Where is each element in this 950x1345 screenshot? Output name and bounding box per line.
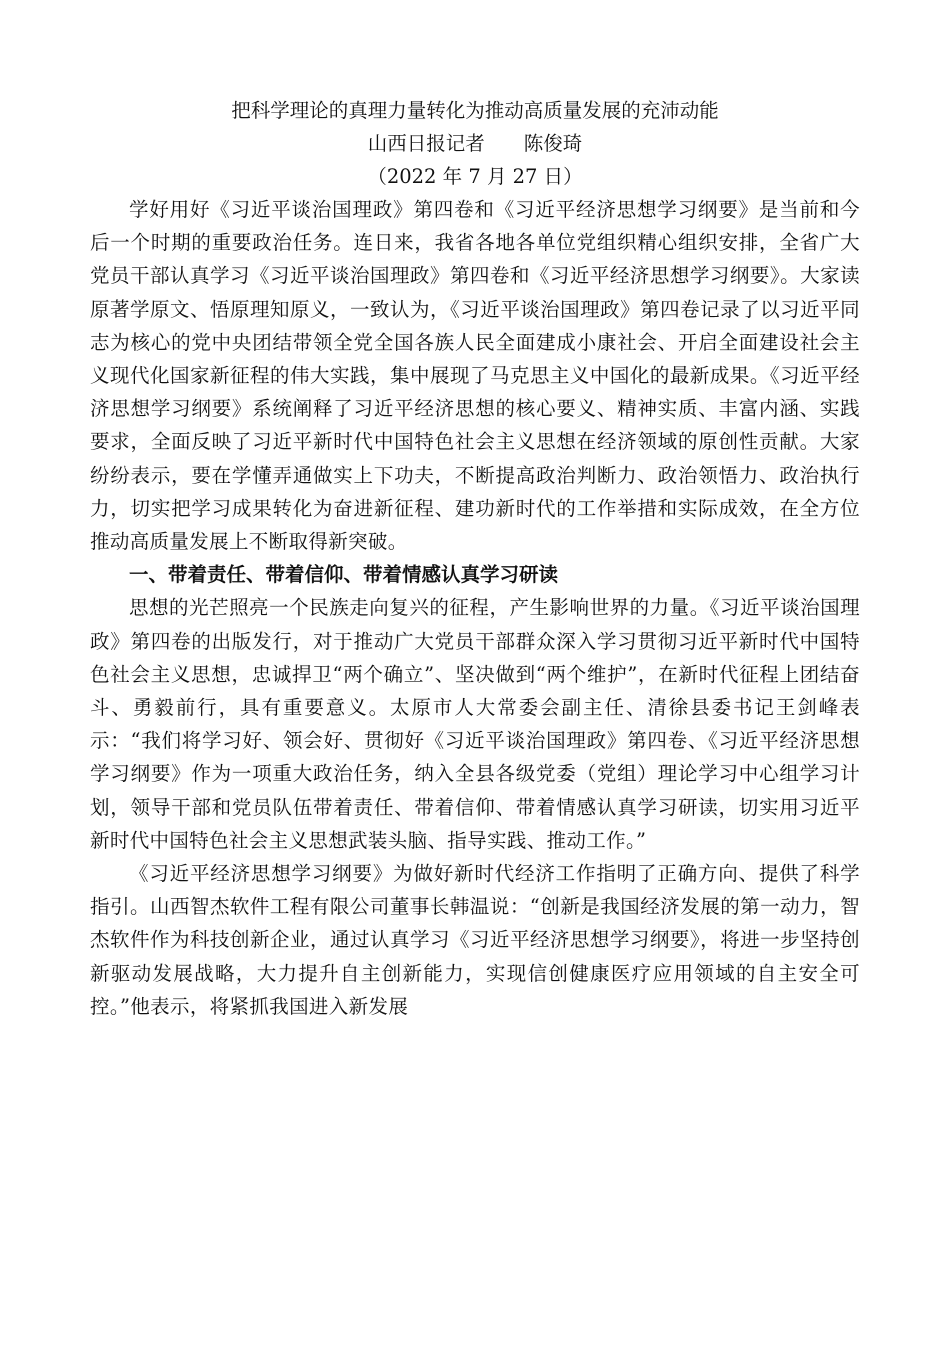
article-title: 把科学理论的真理力量转化为推动高质量发展的充沛动能 bbox=[231, 99, 719, 122]
document-page bbox=[90, 94, 860, 1023]
body-paragraph: 思想的光芒照亮一个民族走向复兴的征程，产生影响世界的力量。《习近平谈治国理政》第四卷的出版发行，对于推动广大党员干部群众深入学习贯彻习近平新时代中国特色社会主义思想，忠诚捍卫“两个确立”、坚决做到“两个维护”，在新时代征程上团结奋斗、勇毅前行，具有重要意义。太原市人大常委会副主任、清徐县委书记王剑峰表示：“我们将学习好、领会好、贯彻好《习近平谈治国理政》第四卷、《习近平经济思想学习纲要》作为一项重大政治任务，纳入全县各级党委（党组）理论学习中心组学习计划，领导干部和党员队伍带着责任、带着信仰、带着情感认真学习研读，切实用习近平新时代中国特色社会主义思想武装头脑、指导实践、推动工作。” bbox=[90, 596, 860, 852]
body-paragraph: 学好用好《习近平谈治国理政》第四卷和《习近平经济思想学习纲要》是当前和今后一个时期的重要政治任务。连日来，我省各地各单位党组织精心组织安排，全省广大党员干部认真学习《习近平谈治国理政》第四卷和《习近平经济思想学习纲要》。大家读原著学原文、悟原理知原义，一致认为，《习近平谈治国理政》第四卷记录了以习近平同志为核心的党中央团结带领全党全国各族人民全面建成小康社会、开启全面建设社会主义现代化国家新征程的伟大实践，集中展现了马克思主义中国化的最新成果。《习近平经济思想学习纲要》系统阐释了习近平经济思想的核心要义、精神实质、丰富内涵、实践要求，全面反映了习近平新时代中国特色社会主义思想在经济领域的原创性贡献。大家纷纷表示，要在学懂弄通做实上下功夫，不断提高政治判断力、政治领悟力、政治执行力，切实把学习成果转化为奋进新征程、建功新时代的工作举措和实际成效，在全方位推动高质量发展上不断取得新突破。 bbox=[90, 198, 860, 554]
article-byline: 山西日报记者 陈俊琦 bbox=[367, 132, 583, 155]
body-paragraph: 《习近平经济思想学习纲要》为做好新时代经济工作指明了正确方向、提供了科学指引。山西智杰软件工程有限公司董事长韩温说：“创新是我国经济发展的第一动力，智杰软件作为科技创新企业，通过认真学习《习近平经济思想学习纲要》，将进一步坚持创新驱动发展战略，大力提升自主创新能力，实现信创健康医疗应用领域的自主安全可控。”他表示，将紧抓我国进入新发展 bbox=[90, 862, 860, 1018]
article-date: （2022 年 7 月 27 日） bbox=[367, 165, 583, 188]
section-heading: 一、带着责任、带着信仰、带着情感认真学习研读 bbox=[129, 563, 559, 587]
